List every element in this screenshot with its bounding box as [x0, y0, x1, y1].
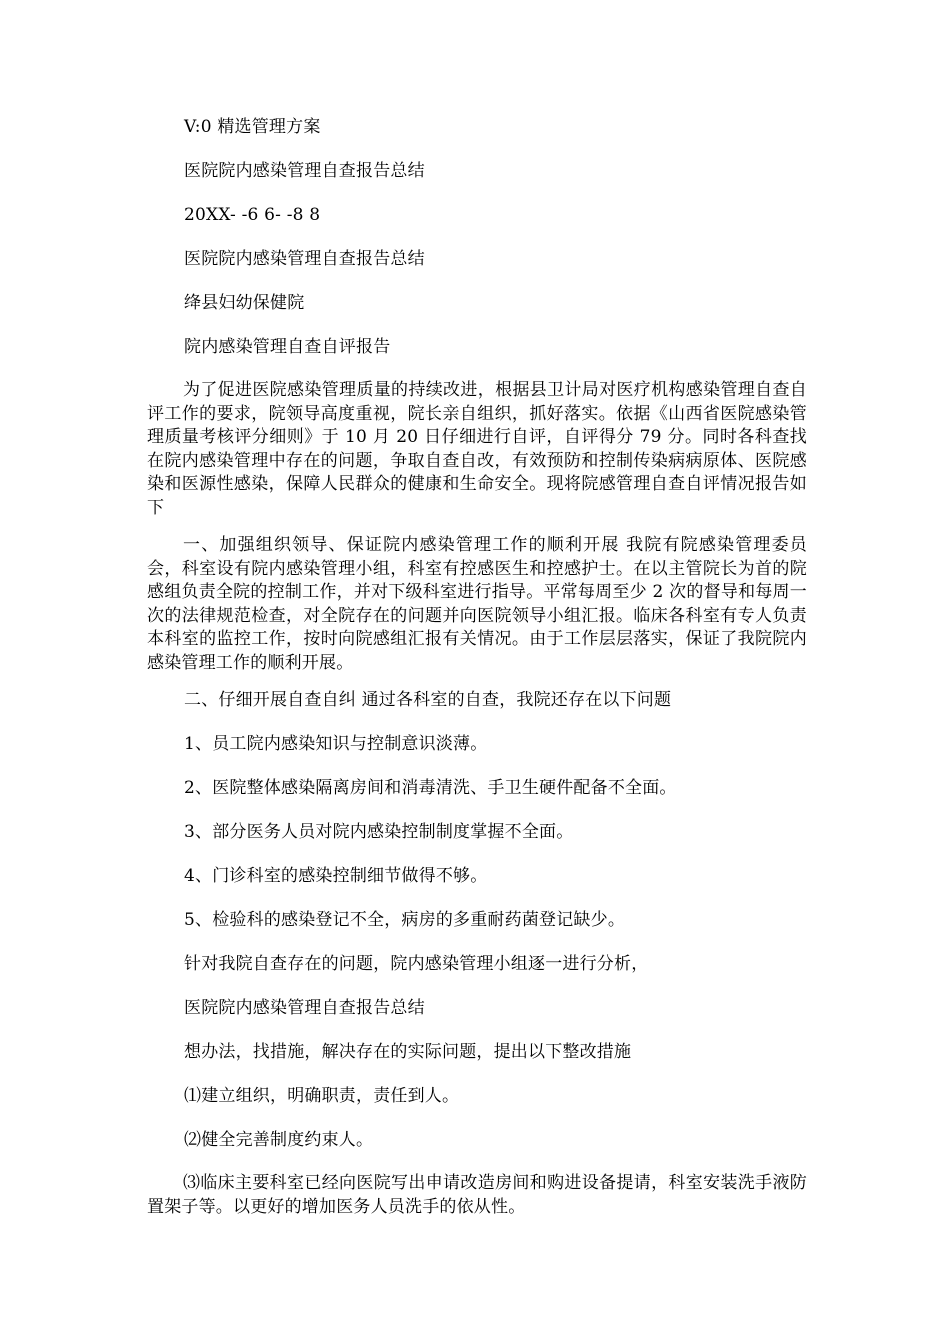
section-1-paragraph: 一、加强组织领导、保证院内感染管理工作的顺利开展 我院有院感染管理委员会，科室设有院内感染管理小组，科室有控感医生和控感护士。在以主管院长为首的院感组负责全院的控制工作，并对下级科室进行指导。平常每周至少 2 次的督导和每周一次的法律规范检查，对全院存在的问题并向医院领导小组汇报。临床各科室有专人负责本科室的监控工作，按时向院感组汇报有关情况。由于工作层层落实，保证了我院院内感染管理工作的顺利开展。 [147, 535, 807, 673]
doc-subtitle: 医院院内感染管理自查报告总结 [184, 249, 425, 269]
report-title: 院内感染管理自查自评报告 [184, 337, 391, 357]
organization-name: 绛县妇幼保健院 [184, 293, 305, 313]
measure-item: ⑴建立组织，明确职责，责任到人。 [184, 1086, 460, 1106]
doc-header-label: V:0 精选管理方案 [184, 117, 321, 137]
section-2-title: 二、仔细开展自查自纠 通过各科室的自查，我院还存在以下问题 [184, 690, 672, 710]
measures-intro: 想办法，找措施，解决存在的实际问题，提出以下整改措施 [184, 1042, 632, 1062]
measure-item: ⑵健全完善制度约束人。 [184, 1130, 374, 1150]
problem-item: 4、门诊科室的感染控制细节做得不够。 [184, 866, 488, 886]
doc-title: 医院院内感染管理自查报告总结 [184, 161, 425, 181]
analysis-line: 针对我院自查存在的问题，院内感染管理小组逐一进行分析， [184, 954, 649, 974]
problem-item: 2、医院整体感染隔离房间和消毒清洗、手卫生硬件配备不全面。 [184, 778, 677, 798]
problem-item: 1、员工院内感染知识与控制意识淡薄。 [184, 734, 488, 754]
intro-paragraph: 为了促进医院感染管理质量的持续改进，根据县卫计局对医疗机构感染管理自查自评工作的要求，院领导高度重视，院长亲自组织，抓好落实。依据《山西省医院感染管理质量考核评分细则》于 10 月 20 日仔细进行自评，自评得分 79 分。同时各科查找在院内感染管理中存在的问题，争取自查自改，有效预防和控制传染病病原体、医院感染和医源性感染，保障人民群众的健康和生命安全。现将院感管理自查自评情况报告如下 [147, 380, 807, 518]
doc-date: 20XX- -6 6- -8 8 [184, 205, 321, 225]
problem-item: 5、检验科的感染登记不全，病房的多重耐药菌登记缺少。 [184, 910, 626, 930]
measure-3-paragraph: ⑶临床主要科室已经向医院写出申请改造房间和购进设备提请，科室安装洗手液防置架子等。以更好的增加医务人员洗手的依从性。 [147, 1173, 807, 1217]
repeated-title: 医院院内感染管理自查报告总结 [184, 998, 425, 1018]
problem-item: 3、部分医务人员对院内感染控制制度掌握不全面。 [184, 822, 574, 842]
